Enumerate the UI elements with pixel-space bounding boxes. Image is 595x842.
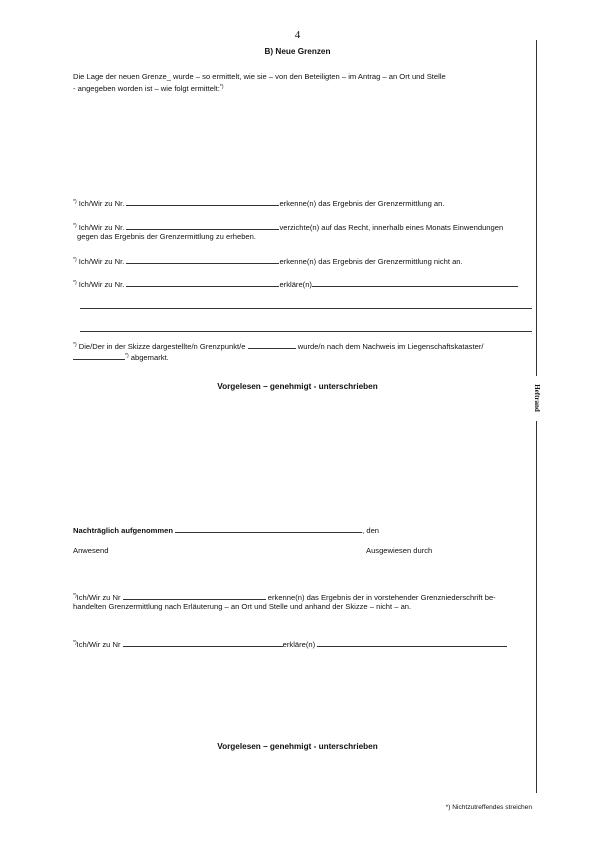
intro-line-1: Die Lage der neuen Grenze_ wurde – so ermittelt, wie sie – von den Beteiligten – im Antrag – an Ort und Stelle [73, 72, 446, 81]
intro-line-2: - angegeben worden ist – wie folgt ermittelt:*) [73, 84, 224, 93]
declaration-field[interactable] [312, 279, 518, 287]
later-recorded-line: Nachträglich aufgenommen , den [73, 526, 380, 535]
party-number-field[interactable] [123, 639, 283, 647]
later-accept-line-1: *)Ich/Wir zu Nr erkenne(n) das Ergebnis der in vorstehender Grenzniederschrift be- [73, 593, 496, 602]
kataster-field[interactable] [73, 352, 125, 360]
blank-line[interactable] [80, 331, 532, 332]
signoff-2: Vorgelesen – genehmigt - unterschrieben [217, 742, 378, 751]
declaration-field[interactable] [317, 639, 507, 647]
party-number-field[interactable] [126, 279, 279, 287]
statement-declare: *) Ich/Wir zu Nr. erkläre(n) [73, 278, 518, 290]
identified-label: Ausgewiesen durch [366, 546, 433, 555]
statement-reject: *) Ich/Wir zu Nr. erkenne(n) das Ergebnis der Grenzermittlung nicht an. [73, 257, 463, 266]
grenzpunkt-line-2: *) abgemarkt. [73, 351, 169, 363]
heftrand-label: Heftrand [533, 384, 541, 412]
margin-line-top [536, 40, 537, 376]
statement-waive-line2: gegen das Ergebnis der Grenzermittlung zu erheben. [77, 232, 256, 241]
page-number: 4 [294, 29, 301, 41]
present-label: Anwesend [73, 546, 109, 555]
grenzpunkt-line-1: *) Die/Der in der Skizze dargestellte/n Grenzpunkt/e wurde/n nach dem Nachweis im Liegenschaftskataster/ [73, 342, 484, 351]
statement-waive: *) Ich/Wir zu Nr. verzichte(n) auf das Recht, innerhalb eines Monats Einwendungen [73, 223, 504, 232]
later-declare-line: *)Ich/Wir zu Nr erkläre(n) [73, 638, 507, 650]
later-accept-line-2: handelten Grenzermittlung nach Erläuterung – an Ort und Stelle und anhand der Skizze – nicht – an. [73, 602, 412, 611]
section-title: B) Neue Grenzen [264, 47, 331, 56]
statement-accept: *) Ich/Wir zu Nr. erkenne(n) das Ergebnis der Grenzermittlung an. [73, 199, 445, 208]
party-number-field[interactable] [126, 198, 279, 206]
party-number-field[interactable] [123, 592, 266, 600]
party-number-field[interactable] [126, 222, 279, 230]
footnote: *) Nichtzutreffendes streichen [445, 804, 532, 811]
party-number-field[interactable] [126, 256, 279, 264]
later-field[interactable] [175, 525, 362, 533]
grenzpunkt-field[interactable] [248, 341, 296, 349]
blank-line[interactable] [80, 308, 532, 309]
margin-line-bottom [536, 421, 537, 793]
signoff-1: Vorgelesen – genehmigt - unterschrieben [217, 382, 378, 391]
